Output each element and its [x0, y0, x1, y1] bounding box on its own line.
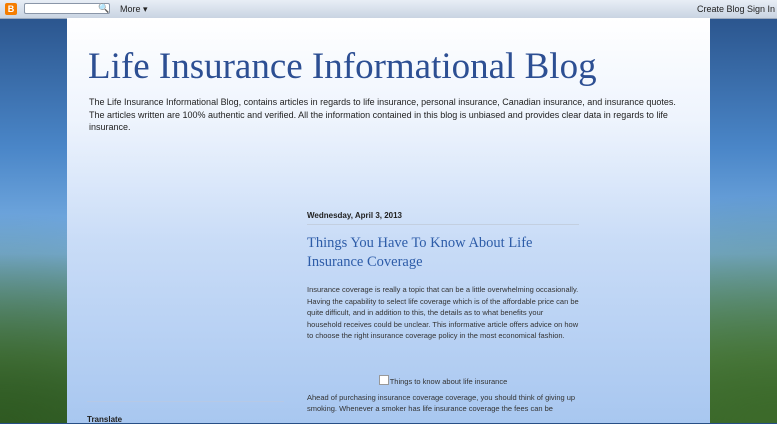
blog-content-column [67, 18, 710, 423]
post-date: Wednesday, April 3, 2013 [307, 211, 579, 225]
sidebar-divider [87, 401, 284, 402]
post-image-alt-text: Things to know about life insurance [389, 376, 508, 386]
more-menu-button[interactable]: More ▾ [120, 4, 148, 14]
search-icon[interactable]: 🔍 [98, 3, 110, 13]
post [307, 211, 579, 415]
broken-image-icon [379, 375, 389, 385]
create-blog-link[interactable]: Create Blog [697, 4, 745, 14]
blog-title[interactable]: Life Insurance Informational Blog [88, 46, 597, 87]
blog-description: The Life Insurance Informational Blog, contains articles in regards to life insurance, personal insurance, Canadian insurance, and insurance quotes. The articles written are 100% authentic and verified. All the information contained in this blog is unbiased and provides clear data in regards to life insurance. [89, 97, 676, 132]
blogger-navbar [0, 0, 777, 19]
sign-in-link[interactable]: Sign In [747, 4, 776, 14]
post-image [307, 375, 579, 386]
post-paragraph-1: Insurance coverage is really a topic that can be a little overwhelming occasionally. Having the capability to select life coverage which is of the affordable price can be quite difficult, and in addition to this, the details as to what benefits your household receives could be unclear. This informative article offers advice on how to choose the right insurance coverage policy in the most economical fashion. [307, 285, 579, 340]
translate-heading: Translate [87, 415, 123, 424]
post-paragraph-2: Ahead of purchasing insurance coverage coverage, you should think of giving up smoking. Whenever a smoker has life insurance coverage the fees can be [307, 392, 576, 413]
post-title[interactable]: Things You Have To Know About Life Insurance Coverage [307, 235, 533, 270]
blogger-logo-icon[interactable]: B [5, 3, 17, 15]
